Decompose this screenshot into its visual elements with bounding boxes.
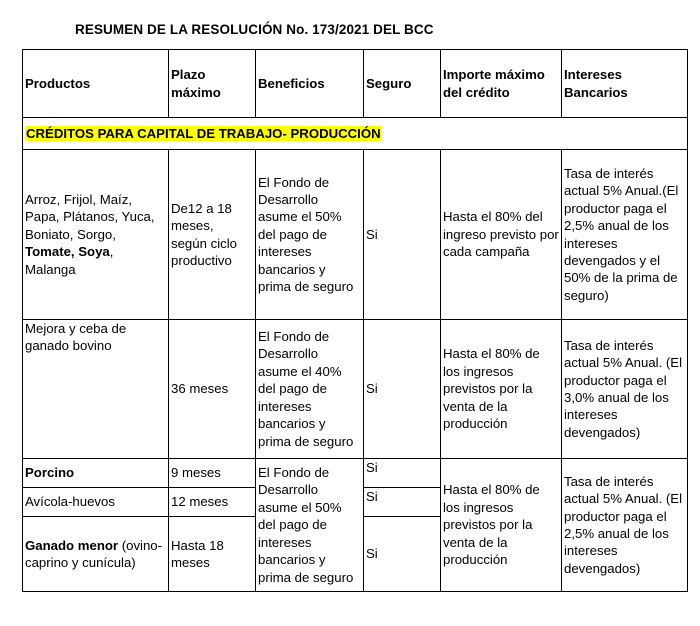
table-row <box>23 150 688 320</box>
cell-productos <box>23 459 169 488</box>
cell-intereses: Tasa de interés actual 5% Anual. (El productor paga el 2,5% anual de los intereses devengados) <box>562 459 688 592</box>
cell-beneficios: El Fondo de Desarrollo asume el 50% del pago de intereses bancarios y prima de seguro <box>256 459 364 592</box>
cell-productos: Avícola-huevos <box>23 488 169 517</box>
productos-bold-text: Porcino <box>25 465 75 481</box>
cell-importe: Hasta el 80% de los ingresos previstos por la venta de la producción <box>441 459 562 592</box>
cell-seguro: Si <box>364 488 441 517</box>
cell-beneficios: El Fondo de Desarrollo asume el 50% del pago de intereses bancarios y prima de seguro <box>256 150 364 320</box>
cell-plazo: 36 meses <box>169 320 256 459</box>
header-plazo: Plazo máximo <box>169 50 256 118</box>
productos-bold-text: Ganado menor <box>25 537 119 553</box>
header-importe: Importe máximo del crédito <box>441 50 562 118</box>
cell-importe: Hasta el 80% del ingreso previsto por cada campaña <box>441 150 562 320</box>
cell-plazo: De12 a 18 meses, según ciclo productivo <box>169 150 256 320</box>
table-row <box>23 320 688 459</box>
cell-intereses: Tasa de interés actual 5% Anual. (El productor paga el 3,0% anual de los intereses devengados) <box>562 320 688 459</box>
section-heading: CRÉDITOS PARA CAPITAL DE TRABAJO- PRODUCCIÓN <box>26 125 381 141</box>
cell-seguro: Si <box>364 150 441 320</box>
productos-bold-text: Tomate, Soya <box>25 244 110 260</box>
productos-text: , Malanga <box>25 244 114 277</box>
section-cell <box>23 118 688 150</box>
productos-text: (ovino-caprino y cunícula) <box>25 537 163 570</box>
cell-productos: Mejora y ceba de ganado bovino <box>23 320 169 459</box>
cell-plazo: 9 meses <box>169 459 256 488</box>
section-row <box>23 118 688 150</box>
cell-plazo: 12 meses <box>169 488 256 517</box>
header-productos: Productos <box>23 50 169 118</box>
cell-productos <box>23 517 169 592</box>
cell-importe: Hasta el 80% de los ingresos previstos por la venta de la producción <box>441 320 562 459</box>
resolution-table <box>22 49 688 592</box>
header-seguro: Seguro <box>364 50 441 118</box>
cell-seguro: Si <box>364 320 441 459</box>
productos-text: Arroz, Frijol, Maíz, Papa, Plátanos, Yuca, Boniato, Sorgo, <box>25 191 155 242</box>
cell-productos <box>23 150 169 320</box>
header-row <box>23 50 688 118</box>
document-title: RESUMEN DE LA RESOLUCIÓN No. 173/2021 DEL BCC <box>75 22 434 37</box>
header-intereses: Intereses Bancarios <box>562 50 688 118</box>
cell-beneficios: El Fondo de Desarrollo asume el 40% del pago de intereses bancarios y prima de seguro <box>256 320 364 459</box>
cell-plazo: Hasta 18 meses <box>169 517 256 592</box>
cell-seguro: Si <box>364 459 441 488</box>
header-beneficios: Beneficios <box>256 50 364 118</box>
cell-intereses: Tasa de interés actual 5% Anual.(El productor paga el 2,5% anual de los intereses devengados y el 50% de la prima de seguro) <box>562 150 688 320</box>
cell-seguro: Si <box>364 517 441 592</box>
table-row <box>23 459 688 488</box>
